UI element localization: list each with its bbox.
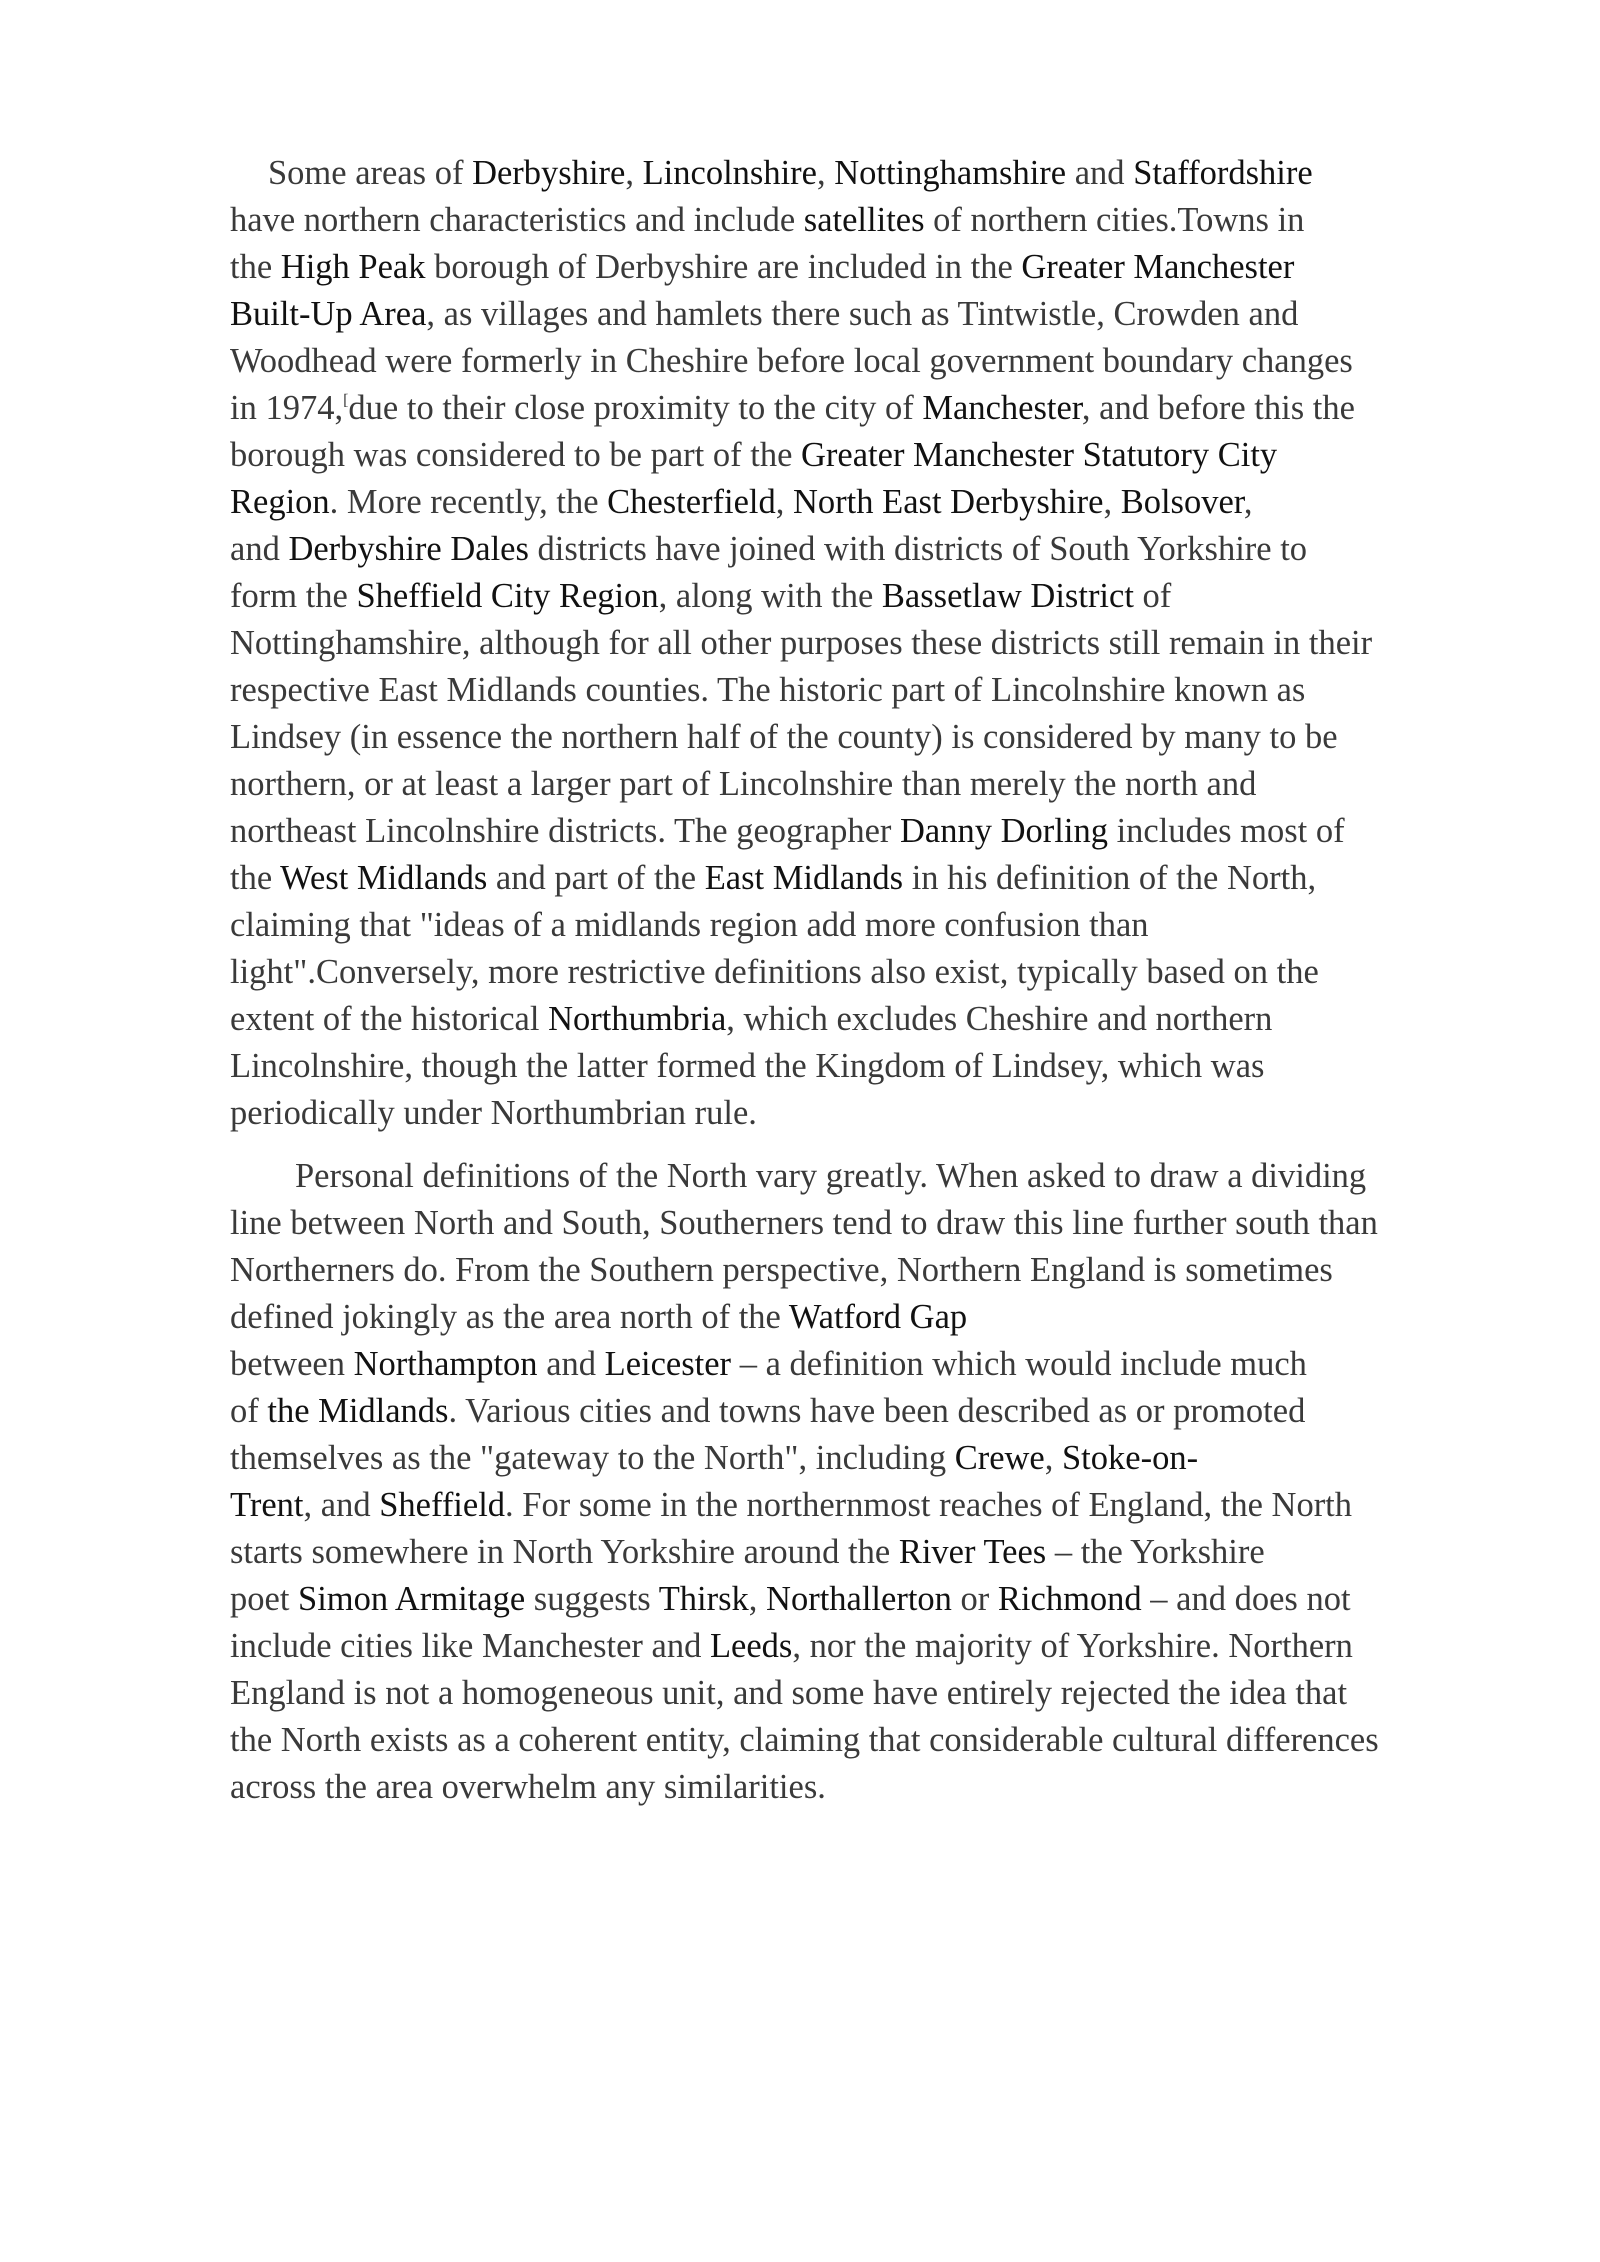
text-line	[230, 761, 1520, 808]
text-run: ,	[625, 154, 643, 192]
wiki-link[interactable]: Thirsk	[658, 1580, 749, 1618]
text-line	[230, 479, 1520, 526]
text-run: – and does not	[1141, 1580, 1351, 1618]
wiki-link[interactable]: Stoke-on-	[1062, 1439, 1199, 1477]
text-run: the North exists as a coherent entity, claiming that considerable cultural differences	[230, 1721, 1379, 1759]
wiki-link[interactable]: Built-Up Area	[230, 295, 427, 333]
text-run: respective East Midlands counties. The historic part of Lincolnshire known as	[230, 671, 1306, 709]
wiki-link[interactable]: Greater Manchester Statutory City	[801, 436, 1278, 474]
wiki-link[interactable]: Danny Dorling	[900, 812, 1108, 850]
text-line	[230, 1764, 1520, 1811]
wiki-link[interactable]: Bassetlaw District	[881, 577, 1134, 615]
text-line	[230, 1435, 1520, 1482]
wiki-link[interactable]: North East Derbyshire	[793, 483, 1104, 521]
text-run: , which excludes Cheshire and northern	[726, 1000, 1273, 1038]
text-run: and	[230, 530, 289, 568]
text-run: districts have joined with districts of South Yorkshire to	[528, 530, 1308, 568]
text-run: borough was considered to be part of the	[230, 436, 802, 474]
text-run: ,	[816, 154, 835, 192]
text-run: Woodhead were formerly in Cheshire before local government boundary changes	[230, 342, 1353, 380]
wiki-link[interactable]: Derbyshire Dales	[288, 530, 529, 568]
wiki-link[interactable]: Simon Armitage	[298, 1580, 526, 1618]
wiki-link[interactable]: Crewe	[954, 1439, 1045, 1477]
wiki-link[interactable]: Manchester	[922, 389, 1082, 427]
text-run: of northern cities.Towns in	[924, 201, 1305, 239]
text-run: , nor the majority of Yorkshire. Northern	[792, 1627, 1353, 1665]
text-line	[230, 949, 1520, 996]
text-run: Some areas of	[268, 154, 473, 192]
text-line	[230, 197, 1520, 244]
text-run: – a definition which would include much	[731, 1345, 1307, 1383]
text-run: form the	[230, 577, 357, 615]
text-run: ,	[1243, 483, 1253, 521]
wiki-link[interactable]: West Midlands	[280, 859, 488, 897]
text-run: , along with the	[658, 577, 882, 615]
text-line	[230, 714, 1520, 761]
text-run: poet	[230, 1580, 299, 1618]
text-run: the	[230, 859, 281, 897]
wiki-link[interactable]: High Peak	[280, 248, 426, 286]
text-run: defined jokingly as the area north of the	[230, 1298, 789, 1336]
text-line	[230, 620, 1520, 667]
text-run: includes most of	[1107, 812, 1345, 850]
text-line	[230, 573, 1520, 620]
wiki-link[interactable]: Chesterfield	[607, 483, 776, 521]
text-run: ,	[1044, 1439, 1062, 1477]
text-line	[230, 1623, 1520, 1670]
text-run: . For some in the northernmost reaches of England, the North	[505, 1486, 1353, 1524]
text-run: and	[537, 1345, 605, 1383]
text-line	[295, 1153, 1520, 1200]
text-run: . Various cities and towns have been described as or promoted	[448, 1392, 1306, 1430]
wiki-link[interactable]: Richmond	[997, 1580, 1142, 1618]
text-line	[230, 1670, 1520, 1717]
wiki-link[interactable]: Greater Manchester	[1021, 248, 1295, 286]
text-line	[230, 667, 1520, 714]
text-line	[230, 996, 1520, 1043]
wiki-link[interactable]: Staffordshire	[1133, 154, 1313, 192]
text-run: ,	[748, 1580, 767, 1618]
text-run: of	[230, 1392, 268, 1430]
text-line	[230, 855, 1520, 902]
text-line	[230, 432, 1520, 479]
text-run: – the Yorkshire	[1046, 1533, 1265, 1571]
text-run: the	[230, 248, 281, 286]
text-run: in his definition of the North,	[903, 859, 1317, 897]
paragraph-northern-characteristics	[230, 150, 1520, 1137]
text-run: light".Conversely, more restrictive definitions also exist, typically based on the	[230, 953, 1319, 991]
wiki-link[interactable]: Northallerton	[766, 1580, 952, 1618]
text-run: between	[230, 1345, 354, 1383]
text-run: of	[1133, 577, 1172, 615]
text-run: starts somewhere in North Yorkshire around the	[230, 1533, 899, 1571]
text-line	[230, 1043, 1520, 1090]
wiki-link[interactable]: Nottinghamshire	[834, 154, 1067, 192]
text-run: , as villages and hamlets there such as Tintwistle, Crowden and	[426, 295, 1299, 333]
text-line	[230, 1200, 1520, 1247]
text-run: borough of Derbyshire are included in the	[425, 248, 1022, 286]
text-line	[230, 1341, 1520, 1388]
text-line	[230, 1247, 1520, 1294]
text-run: across the area overwhelm any similarities.	[230, 1768, 826, 1806]
wiki-link[interactable]: Trent	[230, 1486, 304, 1524]
text-run: northeast Lincolnshire districts. The geographer	[230, 812, 901, 850]
text-run: Nottinghamshire, although for all other purposes these districts still remain in their	[230, 624, 1373, 662]
wiki-link[interactable]: satellites	[803, 201, 925, 239]
wiki-link[interactable]: East Midlands	[704, 859, 904, 897]
text-line	[230, 1576, 1520, 1623]
text-run: claiming that "ideas of a midlands region add more confusion than	[230, 906, 1149, 944]
text-line	[230, 808, 1520, 855]
text-line	[230, 1090, 1520, 1137]
text-run: Lincolnshire, though the latter formed the Kingdom of Lindsey, which was	[230, 1047, 1265, 1085]
text-run: or	[951, 1580, 998, 1618]
text-line	[230, 1388, 1520, 1435]
text-line	[230, 1529, 1520, 1576]
text-run: , and	[303, 1486, 380, 1524]
text-run: ,	[775, 483, 794, 521]
text-line	[230, 526, 1520, 573]
paragraph-personal-definitions	[230, 1153, 1520, 1811]
text-run: and	[1066, 154, 1134, 192]
text-run: periodically under Northumbrian rule.	[230, 1094, 757, 1132]
text-run: England is not a homogeneous unit, and some have entirely rejected the idea that	[230, 1674, 1348, 1712]
text-run: themselves as the "gateway to the North", including	[230, 1439, 955, 1477]
text-run: Personal definitions of the North vary greatly. When asked to draw a dividing	[295, 1157, 1367, 1195]
text-line	[230, 902, 1520, 949]
text-run: and part of the	[487, 859, 705, 897]
text-run: include cities like Manchester and	[230, 1627, 710, 1665]
text-run: extent of the historical	[230, 1000, 549, 1038]
text-line	[230, 1717, 1520, 1764]
text-run: , and before this the	[1081, 389, 1355, 427]
text-run: . More recently, the	[329, 483, 608, 521]
body-text	[230, 150, 1520, 1811]
text-line	[230, 244, 1520, 291]
citation-marker[interactable]: [	[343, 392, 349, 409]
wiki-link[interactable]: Bolsover	[1120, 483, 1244, 521]
wiki-link[interactable]: Northampton	[353, 1345, 538, 1383]
wiki-link[interactable]: Lincolnshire	[642, 154, 817, 192]
wiki-link[interactable]: Northumbria	[548, 1000, 727, 1038]
text-line	[268, 150, 1520, 197]
text-line	[230, 291, 1520, 338]
wiki-link[interactable]: Watford Gap	[788, 1298, 968, 1336]
text-run: line between North and South, Southerners tend to draw this line further south than	[230, 1204, 1378, 1242]
wiki-link[interactable]: Leicester	[604, 1345, 732, 1383]
text-run: due to their close proximity to the city of	[348, 389, 923, 427]
text-run: suggests	[525, 1580, 659, 1618]
text-run: northern, or at least a larger part of Lincolnshire than merely the north and	[230, 765, 1257, 803]
text-run: in 1974,	[230, 389, 344, 427]
wiki-link[interactable]: Sheffield	[379, 1486, 506, 1524]
text-run: Lindsey (in essence the northern half of the county) is considered by many to be	[230, 718, 1338, 756]
text-run: have northern characteristics and include	[230, 201, 804, 239]
text-line	[230, 338, 1520, 385]
wiki-link[interactable]: Leeds	[709, 1627, 793, 1665]
wiki-link[interactable]: Region	[230, 483, 330, 521]
text-line	[230, 1482, 1520, 1529]
wiki-link[interactable]: the Midlands	[267, 1392, 449, 1430]
text-run: Northerners do. From the Southern perspective, Northern England is sometimes	[230, 1251, 1333, 1289]
wiki-link[interactable]: Derbyshire	[472, 154, 626, 192]
text-line	[230, 385, 1520, 432]
wiki-link[interactable]: River Tees	[898, 1533, 1047, 1571]
text-line	[230, 1294, 1520, 1341]
text-run: ,	[1103, 483, 1121, 521]
wiki-link[interactable]: Sheffield City Region	[356, 577, 659, 615]
